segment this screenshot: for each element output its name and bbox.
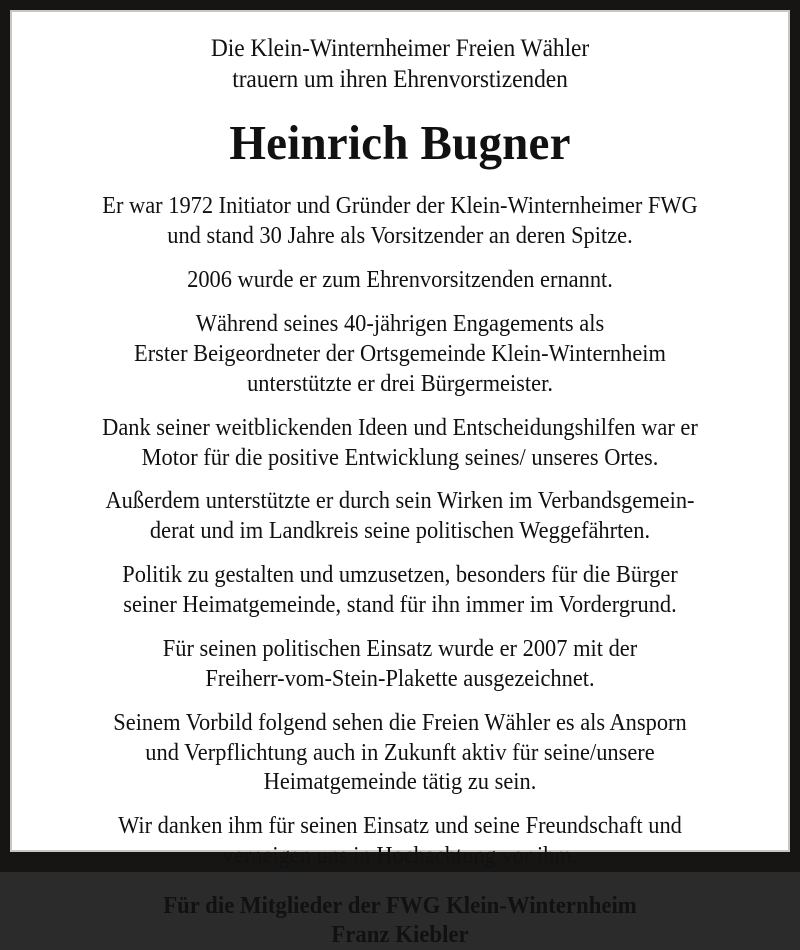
body-line: Erster Beigeordneter der Ortsgemeinde Klein-Winternheim [134, 339, 666, 367]
body-line: Außerdem unterstützte er durch sein Wirken im Verbandsgemein- [105, 487, 695, 515]
body-line: seiner Heimatgemeinde, stand für ihn immer im Vordergrund. [123, 591, 677, 619]
notice-signature [56, 891, 744, 950]
body-paragraph [61, 309, 738, 399]
body-line: Heimatgemeinde tätig zu sein. [263, 768, 537, 796]
header-line-dedication: trauern um ihren Ehrenvorstizenden [232, 65, 568, 93]
deceased-name: Heinrich Bugner [229, 115, 571, 170]
body-line: und stand 30 Jahre als Vorsitzender an deren Spitze. [167, 222, 633, 250]
body-paragraph [61, 811, 738, 871]
notice-header [52, 34, 748, 95]
header-line-organization: Die Klein-Winternheimer Freien Wähler [210, 35, 590, 62]
body-line: Freiherr-vom-Stein-Plakette ausgezeichnet. [205, 664, 595, 692]
body-paragraph [61, 191, 738, 251]
signature-line-signatory: Franz Kiebler [331, 921, 469, 949]
body-line: Motor für die positive Entwicklung seines/ unseres Ortes. [141, 443, 659, 471]
body-line: Dank seiner weitblickenden Ideen und Entscheidungshilfen war er [102, 413, 698, 441]
body-line: Während seines 40-jährigen Engagements als [195, 310, 605, 338]
signature-line-organization: Für die Mitglieder der FWG Klein-Winternheim [163, 892, 637, 920]
body-line: derat und im Landkreis seine politischen Weggefährten. [149, 517, 651, 545]
body-paragraph [61, 560, 738, 620]
body-line: 2006 wurde er zum Ehrenvorsitzenden ernannt. [187, 266, 613, 294]
body-paragraph [61, 265, 738, 295]
body-line: Politik zu gestalten und umzusetzen, besonders für die Bürger [122, 561, 678, 589]
body-line: unterstützte er drei Bürgermeister. [247, 369, 553, 397]
body-line: verneigen uns in Hochachtung vor ihm. [222, 842, 578, 870]
body-paragraph [61, 486, 738, 546]
notice-inner-rule [10, 10, 790, 949]
notice-content-field [12, 12, 788, 949]
body-line: Er war 1972 Initiator und Gründer der Klein-Winternheimer FWG [102, 192, 698, 220]
body-line: Wir danken ihm für seinen Einsatz und seine Freundschaft und [118, 812, 682, 840]
body-paragraph [61, 708, 738, 798]
body-line: und Verpflichtung auch in Zukunft aktiv für seine/unsere [145, 738, 655, 766]
notice-body [61, 191, 738, 871]
body-paragraph [61, 413, 738, 473]
body-line: Seinem Vorbild folgend sehen die Freien Wähler es als Ansporn [113, 708, 687, 736]
body-paragraph [61, 634, 738, 694]
body-line: Für seinen politischen Einsatz wurde er 2007 mit der [162, 634, 638, 662]
